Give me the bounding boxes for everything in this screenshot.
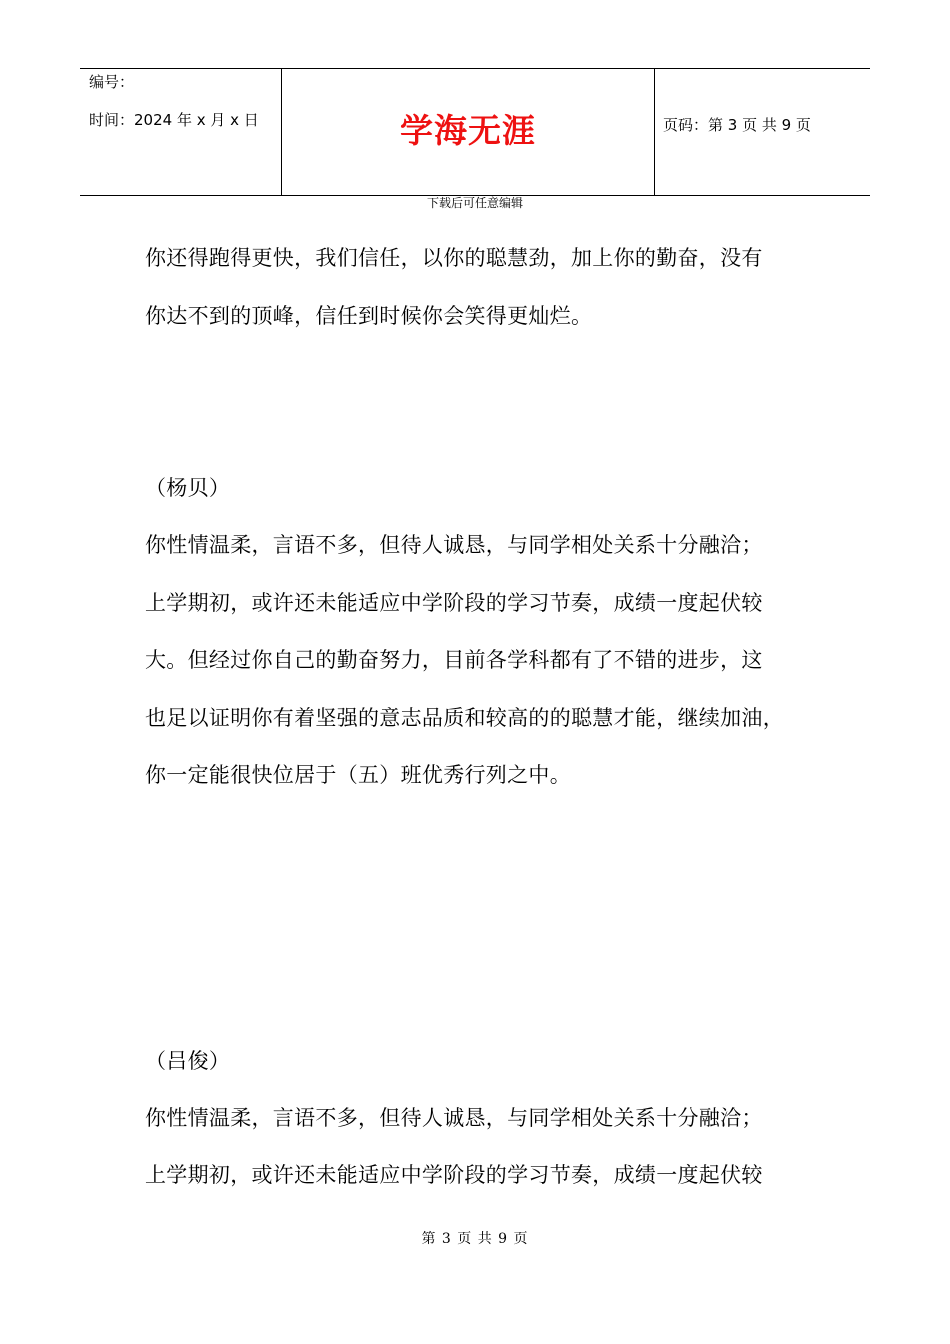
body-line: 大。但经过你自己的勤奋努力，目前各学科都有了不错的进步，这	[145, 648, 763, 672]
page-footer: 第 3 页 共 9 页	[421, 1231, 529, 1247]
student-name-heading: （吕俊）	[145, 1049, 231, 1073]
page-number-label: 页码：第 3 页 共 9 页	[663, 116, 811, 134]
document-number-label: 编号：	[89, 73, 135, 91]
body-line: 你性情温柔，言语不多，但待人诚恳，与同学相处关系十分融洽；	[145, 1106, 763, 1130]
body-line: 你达不到的顶峰，信任到时候你会笑得更灿烂。	[145, 304, 593, 328]
header-left-cell	[80, 69, 282, 195]
header-right-cell	[655, 69, 870, 195]
edit-note: 下载后可任意编辑	[426, 196, 523, 210]
document-time-label: 时间：2024 年 x 月 x 日	[89, 111, 259, 129]
student-name-heading: （杨贝）	[145, 476, 231, 500]
body-line: 你一定能很快位居于（五）班优秀行列之中。	[145, 763, 571, 787]
body-line: 你还得跑得更快，我们信任，以你的聪慧劲，加上你的勤奋，没有	[145, 246, 763, 270]
body-line: 你性情温柔，言语不多，但待人诚恳，与同学相处关系十分融洽；	[145, 533, 763, 557]
document-header	[80, 68, 870, 196]
body-line: 上学期初，或许还未能适应中学阶段的学习节奏，成绩一度起伏较	[145, 1163, 763, 1187]
body-line: 上学期初，或许还未能适应中学阶段的学习节奏，成绩一度起伏较	[145, 591, 763, 615]
body-line: 也足以证明你有着坚强的意志品质和较高的的聪慧才能，继续加油，	[145, 706, 784, 730]
header-middle-cell	[282, 69, 655, 195]
document-title: 学海无涯	[400, 111, 536, 150]
